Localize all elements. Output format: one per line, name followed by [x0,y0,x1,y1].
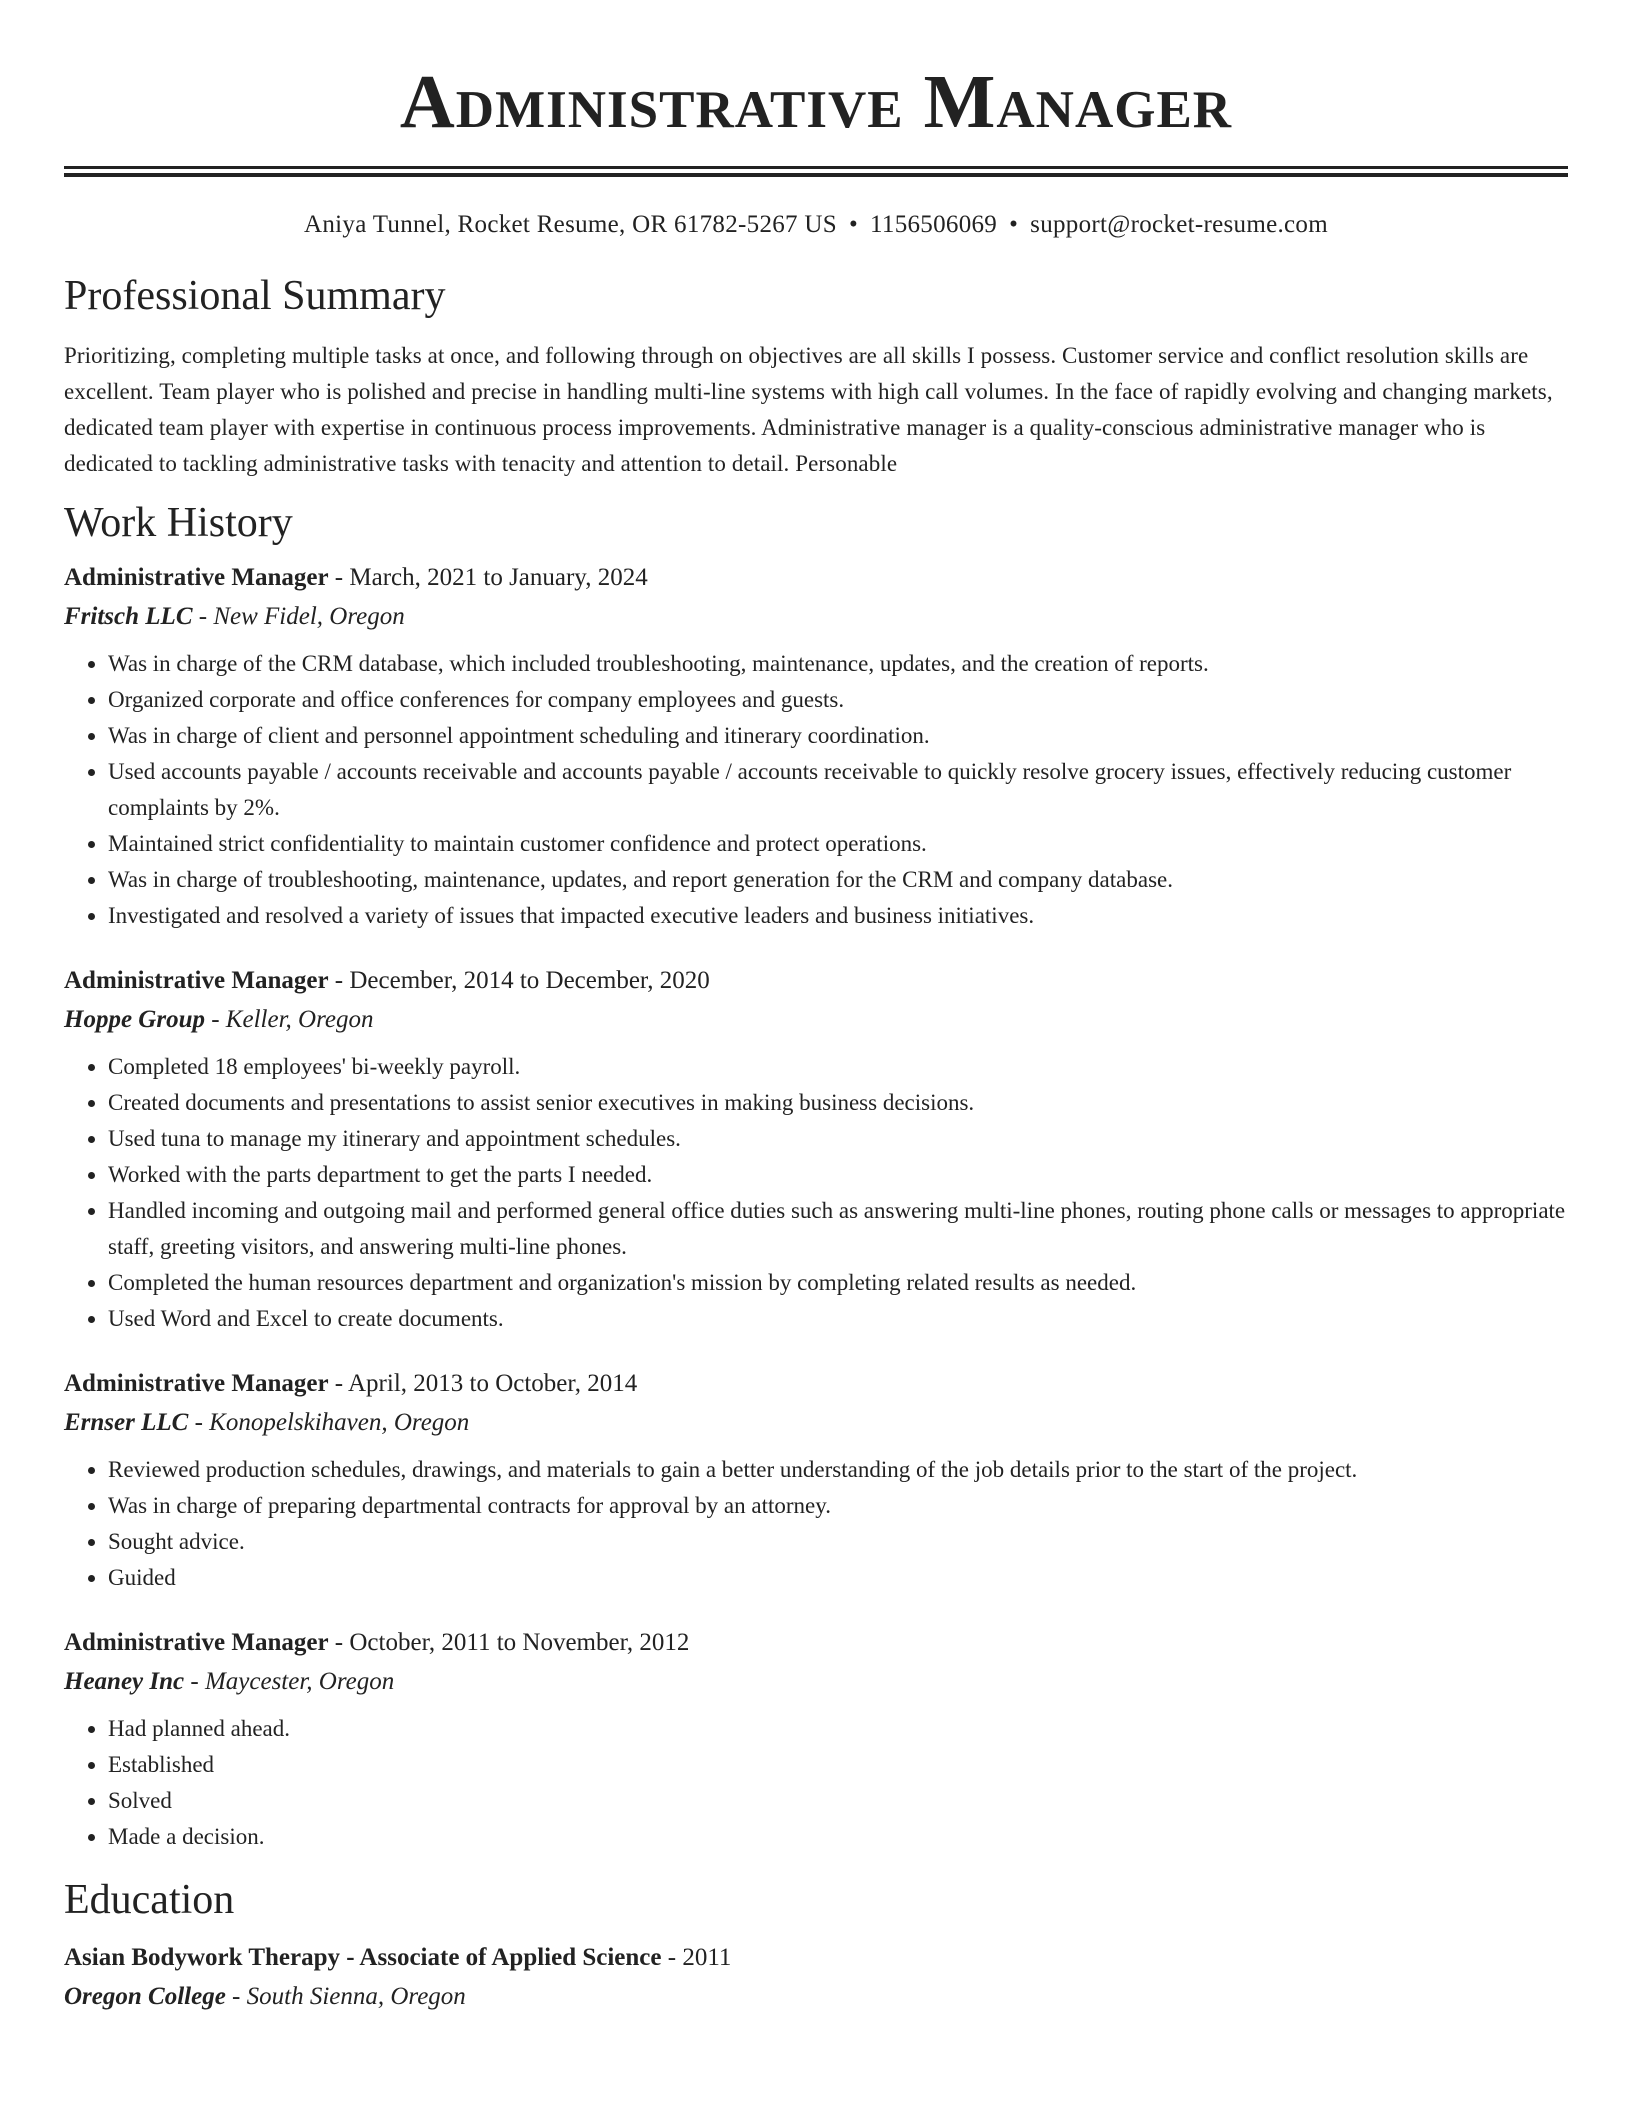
job-location: - Konopelskihaven, Oregon [188,1409,470,1436]
list-item: • Was in charge of troubleshooting, maintenance, updates, and report generation for the CRM and company database. [108,862,1568,898]
job-bullet-list [64,1452,1568,1596]
education-entry [64,1939,1568,2017]
list-item: • Established [108,1747,1568,1783]
job-company: Heaney Inc [64,1668,185,1695]
job-location: - Maycester, Oregon [184,1668,395,1695]
list-item: • Solved [108,1783,1568,1819]
list-item: • Reviewed production schedules, drawings, and materials to gain a better understanding of the job details prior to the start of the project. [108,1452,1568,1488]
education-school-line [64,1977,1568,2017]
list-item: • Used tuna to manage my itinerary and appointment schedules. [108,1121,1568,1157]
job-entry [64,962,1568,1337]
list-item: • Made a decision. [108,1819,1568,1855]
job-location: - Keller, Oregon [204,1006,374,1033]
list-item: • Worked with the parts department to get the parts I needed. [108,1157,1568,1193]
education-year: - 2011 [661,1944,732,1971]
contact-email: support@rocket-resume.com [1030,211,1328,238]
education-school: Oregon College [64,1983,226,2010]
list-item: • Was in charge of preparing departmental contracts for approval by an attorney. [108,1488,1568,1524]
list-item: • Guided [108,1560,1568,1596]
job-entry [64,1624,1568,1855]
job-entry [64,1365,1568,1596]
list-item: • Created documents and presentations to assist senior executives in making business decisions. [108,1085,1568,1121]
job-dates: - December, 2014 to December, 2020 [328,967,710,994]
list-item: • Investigated and resolved a variety of issues that impacted executive leaders and business initiatives. [108,898,1568,934]
list-item: • Handled incoming and outgoing mail and performed general office duties such as answering multi-line phones, routing phone calls or messages to appropriate staff, greeting visitors, and answering multi-line phones. [108,1193,1568,1265]
education-degree: Asian Bodywork Therapy - Associate of Applied Science [64,1944,662,1971]
job-location: - New Fidel, Oregon [192,603,405,630]
job-bullet-list [64,646,1568,934]
resume-page [64,0,1568,2017]
bullet-separator: • [1009,211,1019,238]
contact-line [64,208,1568,242]
list-item: • Used Word and Excel to create documents. [108,1301,1568,1337]
job-role: Administrative Manager [64,564,329,591]
job-title-line [64,1624,1568,1662]
list-item: • Sought advice. [108,1524,1568,1560]
bullet-separator: • [848,211,859,238]
title-double-rule [64,166,1568,177]
list-item: • Organized corporate and office conferences for company employees and guests. [108,682,1568,718]
job-dates: - October, 2011 to November, 2012 [328,1629,690,1656]
job-company-line [64,1000,1568,1040]
resume-title: Administrative Manager [399,60,1233,144]
job-dates: - March, 2021 to January, 2024 [328,564,648,591]
job-company-line [64,1662,1568,1702]
list-item: • Completed the human resources department and organization's mission by completing related results as needed. [108,1265,1568,1301]
contact-phone: 1156506069 [870,211,998,238]
list-item: • Had planned ahead. [108,1711,1568,1747]
list-item: • Maintained strict confidentiality to maintain customer confidence and protect operations. [108,826,1568,862]
job-role: Administrative Manager [64,967,329,994]
job-bullet-list [64,1711,1568,1855]
contact-address: Aniya Tunnel, Rocket Resume, OR 61782-5267 US [304,211,837,238]
education-degree-line [64,1939,1568,1977]
list-item: • Completed 18 employees' bi-weekly payroll. [108,1049,1568,1085]
job-bullet-list [64,1049,1568,1337]
job-entry [64,559,1568,934]
summary-heading: Professional Summary [64,273,446,319]
education-location: - South Sienna, Oregon [225,1983,466,2010]
education-heading: Education [64,1877,235,1923]
job-title-line [64,559,1568,597]
list-item: • Was in charge of the CRM database, which included troubleshooting, maintenance, updates, and the creation of reports. [108,646,1568,682]
job-role: Administrative Manager [64,1629,329,1656]
job-dates: - April, 2013 to October, 2014 [328,1370,638,1397]
job-company-line [64,597,1568,637]
job-role: Administrative Manager [64,1370,329,1397]
list-item: • Used accounts payable / accounts receivable and accounts payable / accounts receivable to quickly resolve grocery issues, effectively reducing customer complaints by 2%. [108,754,1568,826]
job-company: Hoppe Group [64,1006,205,1033]
job-company: Ernser LLC [64,1409,189,1436]
summary-text: Prioritizing, completing multiple tasks at once, and following through on objectives are all skills I possess. Customer service and conflict resolution skills are excellent. Team player who is polished and precise in handling multi-line systems with high call volumes. In the face of rapidly evolving and changing markets, dedicated team player with expertise in continuous process improvements. Administrative manager is a quality-conscious administrative manager who is dedicated to tackling administrative tasks with tenacity and attention to detail. Personable [64,343,1553,476]
job-title-line [64,1365,1568,1403]
job-company: Fritsch LLC [64,603,193,630]
work-history-heading: Work History [64,500,293,546]
list-item: • Was in charge of client and personnel appointment scheduling and itinerary coordination. [108,718,1568,754]
job-title-line [64,962,1568,1000]
job-company-line [64,1403,1568,1443]
